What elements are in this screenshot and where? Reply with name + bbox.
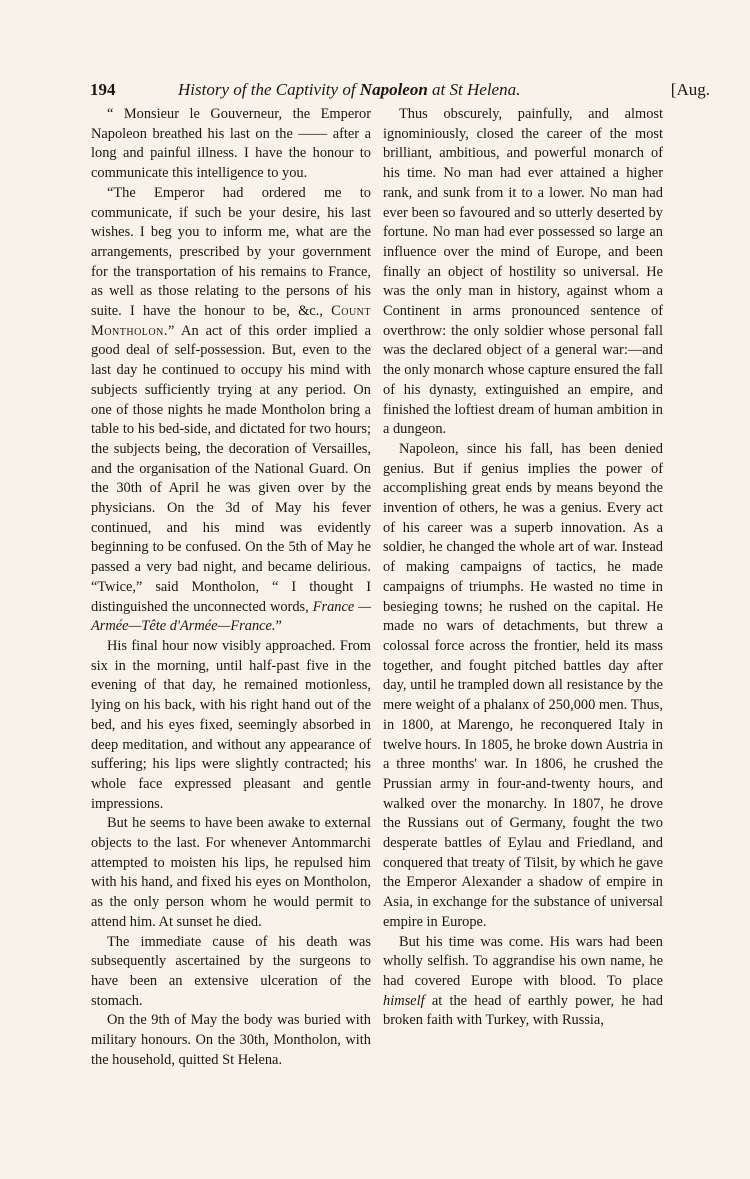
right-paragraph-1: Thus obscurely, painfully, and almost ignominiously, closed the career of the most brilliant, ambitious, and powerful monarch of his time. No man had ever attained a higher rank, and sunk from it to a lower. No man had ever been so favoured and so utterly deserted by fortune. No man had ever possessed so large an influence over the mind of Europe, and been finally an object of hostility so universal. He was the only man in history, against whom a Continent in arms pronounced sentence of overthrow: the only soldier whose personal fall was the declared object of a general war:—and the only monarch whose capture ensured the fall of his dynasty, extinguished an empire, and finished the loftiest dream of human ambition in a dungeon. [383, 106, 663, 438]
last-words: France —Armée—Tête d'Armée—France. [91, 598, 372, 635]
right-paragraph-3 [383, 933, 663, 1032]
running-title-prefix: History of the Captivity of [178, 80, 360, 99]
left-paragraph-2 [91, 184, 371, 637]
right-column [383, 105, 663, 1031]
page-number: 194 [90, 80, 116, 99]
left-paragraph-4: But he seems to have been awake to external objects to the last. For whenever Antommarchi attempted to moisten his lips, he repulsed him with his hand, and fixed his eyes on Montholon, as the only person whom he would permit to attend him. At sunset he died. [91, 815, 371, 930]
left-paragraph-1: “ Monsieur le Gouverneur, the Emperor Napoleon breathed his last on the —— after a long and painful illness. I have the honour to communicate this intelligence to you. [91, 106, 371, 182]
left-paragraph-3: His final hour now visibly approached. From six in the morning, until half-past five in the evening of that day, he remained motionless, lying on his back, with his right hand out of the bed, and his eyes fixed, seemingly absorbed in deep meditation, and without any appearance of suffering; his lips were slightly contracted; his whole face expressed pleasant and gentle impressions. [91, 637, 371, 812]
paragraph-3-tail: at the head of earthly power, he had broken faith with Turkey, with Russia, [383, 992, 663, 1029]
running-title-suffix: at St Helena. [427, 80, 521, 99]
running-header [90, 78, 710, 102]
running-month: [Aug. [670, 80, 710, 99]
running-title [178, 78, 520, 102]
emphasis-himself: himself [383, 992, 425, 1009]
paragraph-2-continuation: An act of this order implied a good deal of self-possession. But, even to the last day he continued to occupy his mind with subjects sufficiently trying at any period. On one of those nights he made Montholon bring a table to his bed-side, and dictated for two hours; the subjects being, the decoration of Versailles, and the organisation of the National Guard. On the 30th of April he was given over by the physicians. On the 3d of May his fever continued, and his mind was evidently beginning to be confused. On the 5th of May he passed a very bad night, and became delirious. “Twice,” said Montholon, “ I thought I distinguished the unconnected words, [91, 322, 371, 615]
letter-text: “The Emperor had ordered me to communicate, if such be your desire, his last wishes. I beg you to inform me, what are the arrangements, prescribed by your government for the transportation of his remains to France, as well as those relating to the persons of his suite. I have the honour to be, &c., [91, 184, 371, 320]
letter-signature: Count Montholon.” [91, 303, 371, 339]
left-column [91, 105, 371, 1070]
paragraph-3-text: But his time was come. His wars had been wholly selfish. To aggrandise his own name, he had covered Europe with blood. To place [383, 933, 663, 989]
left-paragraph-5: The immediate cause of his death was subsequently ascertained by the surgeons to have been an extensive ulceration of the stomach. [91, 933, 371, 1009]
running-title-name: Napoleon [359, 80, 428, 99]
left-paragraph-6: On the 9th of May the body was buried with military honours. On the 30th, Montholon, with the household, quitted St Helena. [91, 1012, 371, 1068]
right-paragraph-2: Napoleon, since his fall, has been denied genius. But if genius implies the power of accomplishing great ends by means beyond the invention of others, he was a genius. Every act of his career was a superb innovation. As a soldier, he changed the whole art of war. Instead of making campaigns of tactics, he made campaigns of triumphs. He wasted no time in besieging towns; he rushed on the capital. He made no wars of detachments, but threw a colossal force across the frontier, held its mass together, and fought pitched battles day after day, until he trampled down all resistance by the mere weight of a phalanx of 250,000 men. Thus, in 1800, at Marengo, he reconquered Italy in twelve hours. In 1805, he broke down Austria in a three months' war. In 1806, he crushed the Prussian army in four-and-twenty hours, and walked over the monarchy. In 1807, he drove the Russians out of Germany, fought the two desperate battles of Eylau and Friedland, and conquered that treaty of Tilsit, by which he gave the Emperor Alexander a shadow of empire in Asia, in exchange for the substance of universal empire in Europe. [383, 440, 663, 930]
closing-quote: ” [275, 618, 282, 635]
